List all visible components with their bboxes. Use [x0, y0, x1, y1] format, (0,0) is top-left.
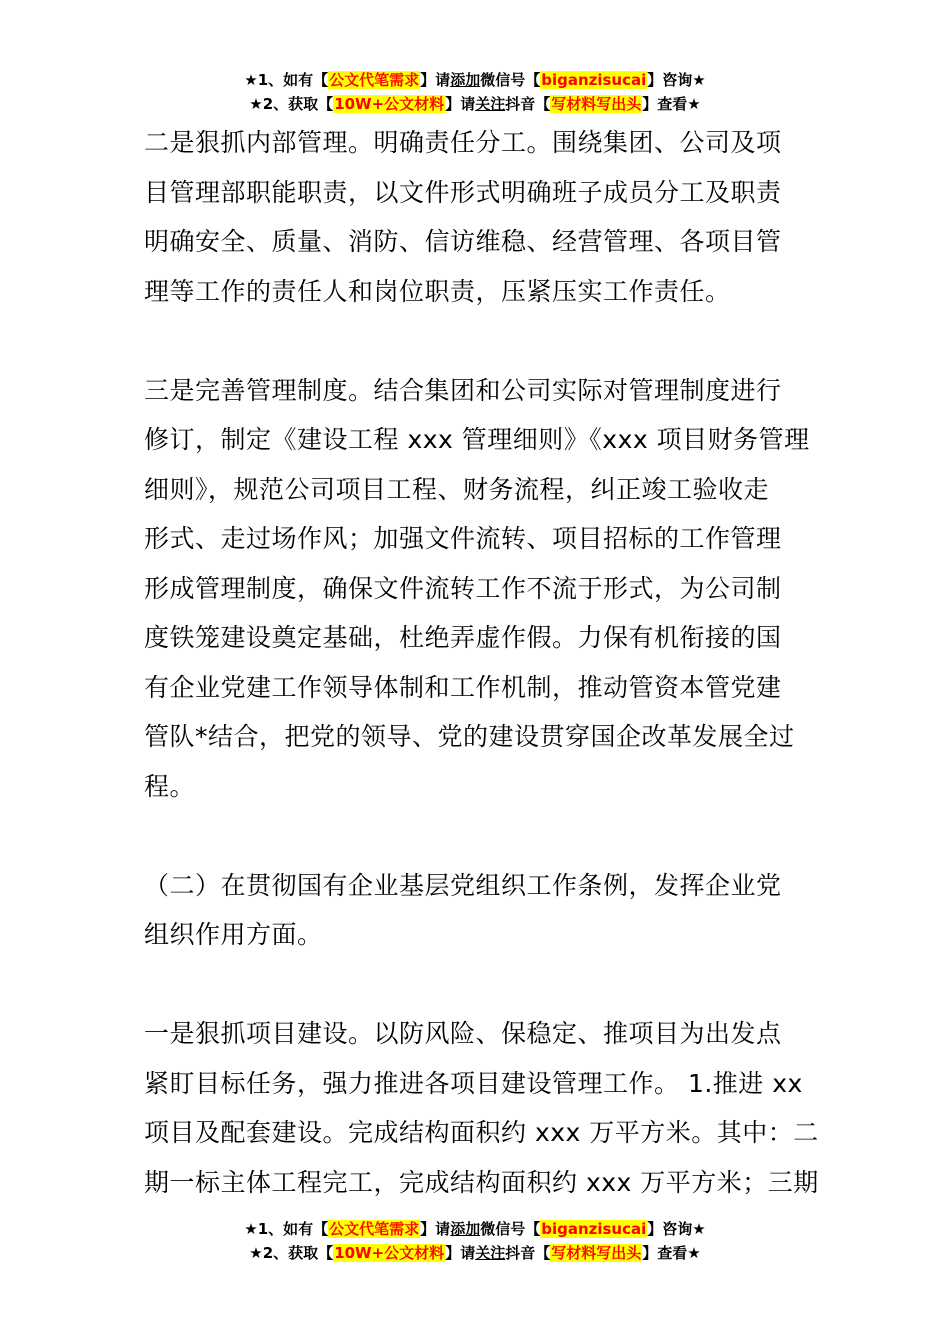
banner-text: ★1、如有【 [244, 1220, 329, 1238]
text-line: 项目及配套建设。完成结构面积约 xxx 万平方米。其中：二 [144, 1118, 819, 1147]
banner-text: 】请 [445, 1244, 476, 1262]
banner-underline: 添加 [450, 71, 481, 89]
text-line: 有企业党建工作领导体制和工作机制，推动管资本管党建 [144, 672, 782, 702]
banner-underline: 关注 [475, 1244, 506, 1262]
banner-text: ★2、获取【 [249, 95, 334, 113]
header-banner [0, 68, 950, 116]
text-line: 形成管理制度，确保文件流转工作不流于形式，为公司制 [144, 573, 782, 603]
banner-highlight: 写材料写出头 [551, 1244, 642, 1262]
banner-text: 】请 [445, 95, 476, 113]
banner-text: 】咨询★ [647, 71, 706, 89]
text-line: 一是狠抓项目建设。以防风险、保稳定、推项目为出发点 [144, 1019, 782, 1048]
paragraph-management-system [144, 366, 812, 812]
text-line: 目管理部职能职责，以文件形式明确班子成员分工及职责 [144, 177, 782, 207]
banner-underline: 关注 [475, 95, 506, 113]
text-line: 紧盯目标任务，强力推进各项目建设管理工作。 1.推进 xx [144, 1068, 803, 1098]
banner-text: ★1、如有【 [244, 71, 329, 89]
banner-highlight: 公文代笔需求 [329, 71, 420, 89]
banner-text: 】请 [420, 71, 451, 89]
text-line: 二是狠抓内部管理。明确责任分工。围绕集团、公司及项 [144, 128, 782, 157]
banner-line-1 [0, 68, 950, 92]
banner-text: 抖音【 [505, 95, 551, 113]
banner-text: ★2、获取【 [249, 1244, 334, 1262]
text-line: （二）在贯彻国有企业基层党组织工作条例，发挥企业党 [144, 870, 782, 900]
text-line: 三是完善管理制度。结合集团和公司实际对管理制度进行 [144, 375, 782, 405]
text-line: 形式、走过场作风；加强文件流转、项目招标的工作管理 [144, 524, 782, 553]
footer-banner [0, 1217, 950, 1265]
paragraph-project-construction [144, 1009, 819, 1207]
text-line: 期一标主体工程完工，完成结构面积约 xxx 万平方米；三期 [144, 1167, 819, 1197]
text-line: 程。 [144, 771, 196, 801]
text-line: 修订，制定《建设工程 xxx 管理细则》《xxx 项目财务管理 [144, 425, 810, 454]
banner-text: 】咨询★ [647, 1220, 706, 1238]
text-line: 细则》，规范公司项目工程、财务流程，纠正竣工验收走 [144, 474, 770, 504]
document-body [144, 118, 819, 1207]
banner-text: 抖音【 [505, 1244, 551, 1262]
banner-line-2 [0, 92, 950, 116]
banner-underline: 添加 [450, 1220, 481, 1238]
banner-text: 微信号【 [480, 71, 541, 89]
banner-highlight: 10W+公文材料 [334, 1244, 445, 1262]
paragraph-internal-management [144, 118, 812, 316]
banner-highlight: biganzisucai [541, 1220, 647, 1238]
text-line: 组织作用方面。 [144, 920, 323, 949]
text-line: 管队*结合，把党的领导、党的建设贯穿国企改革发展全过 [144, 722, 795, 751]
banner-highlight: 10W+公文材料 [334, 95, 445, 113]
banner-text: 】请 [420, 1220, 451, 1238]
banner-line-2 [0, 1241, 950, 1265]
banner-line-1 [0, 1217, 950, 1241]
banner-text: 】查看★ [642, 1244, 701, 1262]
banner-highlight: biganzisucai [541, 71, 647, 89]
text-line: 明确安全、质量、消防、信访维稳、经营管理、各项目管 [144, 227, 782, 256]
banner-text: 微信号【 [480, 1220, 541, 1238]
text-line: 理等工作的责任人和岗位职责，压紧压实工作责任。 [144, 276, 731, 306]
section-heading-two [144, 861, 812, 960]
banner-text: 】查看★ [642, 95, 701, 113]
text-line: 度铁笼建设奠定基础，杜绝弄虚作假。力保有机衔接的国 [144, 623, 782, 652]
banner-highlight: 公文代笔需求 [329, 1220, 420, 1238]
banner-highlight: 写材料写出头 [551, 95, 642, 113]
